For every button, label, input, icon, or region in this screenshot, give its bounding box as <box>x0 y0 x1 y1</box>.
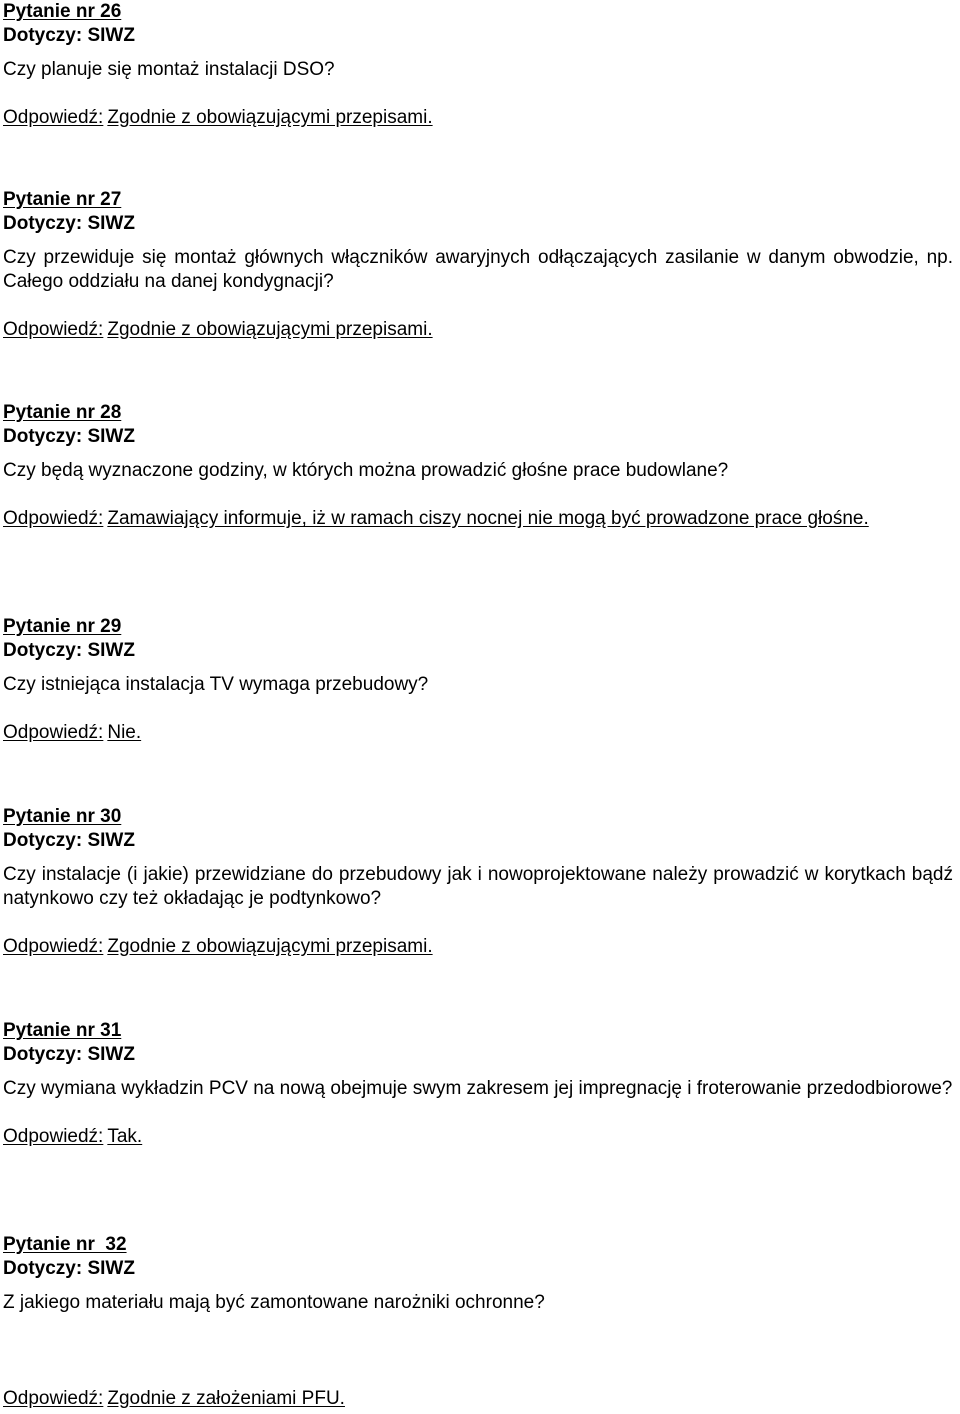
answer-label: Odpowiedź: <box>3 107 104 128</box>
answer-text <box>3 318 953 342</box>
question-block-26 <box>3 0 953 130</box>
answer-value: Zgodnie z obowiązującymi przepisami. <box>107 107 433 128</box>
answer-label: Odpowiedź: <box>3 722 104 743</box>
question-text: Czy istniejąca instalacja TV wymaga przebudowy? <box>3 674 429 695</box>
question-block-29 <box>3 615 953 745</box>
question-heading: Pytanie nr 26 <box>3 1 122 22</box>
concerns-line: Dotyczy: SIWZ <box>3 426 135 447</box>
question-block-32 <box>3 1233 953 1411</box>
answer-text <box>3 721 953 745</box>
question-heading: Pytanie nr 29 <box>3 616 122 637</box>
answer-label: Odpowiedź: <box>3 936 104 957</box>
answer-value: Nie. <box>107 722 142 743</box>
concerns-line: Dotyczy: SIWZ <box>3 640 135 661</box>
question-heading: Pytanie nr 30 <box>3 806 122 827</box>
question-heading: Pytanie nr 28 <box>3 402 122 423</box>
question-block-27 <box>3 188 953 342</box>
answer-text <box>3 935 953 959</box>
answer-label: Odpowiedź: <box>3 1126 104 1147</box>
concerns-line: Dotyczy: SIWZ <box>3 830 135 851</box>
answer-label: Odpowiedź: <box>3 319 104 340</box>
question-block-31 <box>3 1019 953 1149</box>
question-text: Czy wymiana wykładzin PCV na nową obejmuje swym zakresem jej impregnację i froterowanie przedodbiorowe? <box>3 1078 953 1099</box>
answer-label: Odpowiedź: <box>3 1388 104 1409</box>
question-text: Czy będą wyznaczone godziny, w których można prowadzić głośne prace budowlane? <box>3 460 729 481</box>
question-block-28 <box>3 401 953 531</box>
concerns-line: Dotyczy: SIWZ <box>3 25 135 46</box>
answer-text <box>3 106 953 130</box>
answer-text <box>3 1125 953 1149</box>
answer-text <box>3 1387 953 1411</box>
question-text: Czy przewiduje się montaż głównych włączników awaryjnych odłączających zasilanie w danym obwodzie, np. Całego oddziału na danej kondygnacji? <box>3 247 953 292</box>
question-text: Z jakiego materiału mają być zamontowane narożniki ochronne? <box>3 1292 545 1313</box>
question-heading: Pytanie nr 27 <box>3 189 122 210</box>
question-heading: Pytanie nr 32 <box>3 1234 127 1255</box>
concerns-line: Dotyczy: SIWZ <box>3 213 135 234</box>
answer-value: Zgodnie z obowiązującymi przepisami. <box>107 936 433 957</box>
concerns-line: Dotyczy: SIWZ <box>3 1044 135 1065</box>
answer-value: Zgodnie z założeniami PFU. <box>107 1388 345 1409</box>
concerns-line: Dotyczy: SIWZ <box>3 1258 135 1279</box>
question-text: Czy planuje się montaż instalacji DSO? <box>3 59 335 80</box>
answer-value: Tak. <box>107 1126 143 1147</box>
answer-label: Odpowiedź: <box>3 508 104 529</box>
answer-value: Zamawiający informuje, iż w ramach ciszy nocnej nie mogą być prowadzone prace głośne. <box>107 508 869 529</box>
question-block-30 <box>3 805 953 959</box>
answer-value: Zgodnie z obowiązującymi przepisami. <box>107 319 433 340</box>
question-text: Czy instalacje (i jakie) przewidziane do przebudowy jak i nowoprojektowane należy prowadzić w korytkach bądź natynkowo czy też okładając je podtynkowo? <box>3 864 953 909</box>
question-heading: Pytanie nr 31 <box>3 1020 122 1041</box>
answer-text <box>3 507 953 531</box>
